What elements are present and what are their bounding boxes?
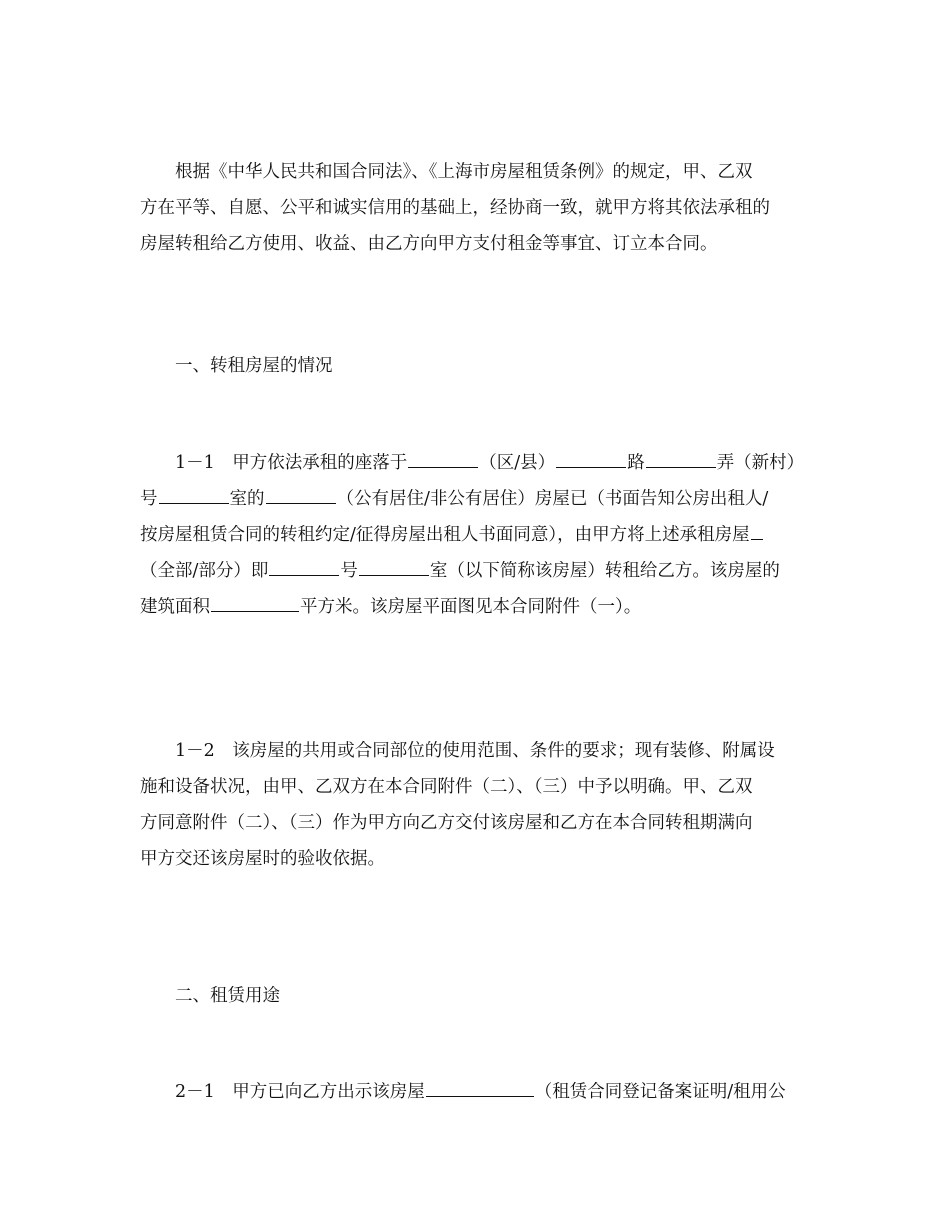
clause-2-1-line-1 — [140, 1074, 812, 1110]
intro-line-3: 房屋转租给乙方使用、收益、由乙方向甲方支付租金等事宜、订立本合同。 — [140, 234, 718, 254]
clause-1-1-seg12: 建筑面积 — [140, 597, 210, 617]
clause-1-1-seg11: 室（以下简称该房屋）转租给乙方。该房屋的 — [429, 561, 780, 581]
clause-1-2-line-2: 施和设备状况，由甲、乙双方在本合同附件（二）、（三）中予以明确。甲、乙双 — [140, 777, 753, 797]
clause-2-1 — [140, 1074, 812, 1110]
clause-1-1-seg8: 按房屋租赁合同的转租约定/征得房屋出租人书面同意），由甲方将上述承租房屋 — [140, 525, 750, 545]
road-blank — [556, 449, 626, 468]
clause-1-1-line-5 — [140, 589, 812, 625]
room-blank — [266, 485, 336, 504]
clause-1-1-seg2: （区/县） — [479, 453, 556, 473]
certificate-blank — [426, 1078, 534, 1097]
clause-1-1-seg4: 弄（新村） — [716, 453, 805, 473]
intro-paragraph — [140, 154, 812, 262]
lane-blank — [646, 449, 716, 468]
clause-1-2-line-3: 方同意附件（二）、（三）作为甲方向乙方交付该房屋和乙方在本合同转租期满向 — [140, 813, 753, 833]
clause-1-1 — [140, 445, 812, 625]
clause-1-1-seg7: （公有居住/非公有居住）房屋已（书面告知公房出租人/ — [336, 489, 769, 509]
clause-1-1-seg5: 号 — [140, 489, 158, 509]
clause-1-1-seg10: 号 — [340, 561, 358, 581]
sublet-number-blank — [269, 557, 339, 576]
clause-1-1-line-1 — [140, 445, 812, 481]
clause-2-1-seg2: （租赁合同登记备案证明/租用公 — [534, 1082, 786, 1102]
intro-line-2: 方在平等、自愿、公平和诚实信用的基础上，经协商一致，就甲方将其依法承租的 — [140, 198, 770, 218]
clause-2-1-seg1: 2－1 甲方已向乙方出示该房屋 — [175, 1082, 425, 1102]
clause-1-1-seg3: 路 — [627, 453, 645, 473]
district-blank — [408, 449, 478, 468]
clause-1-1-line-4 — [140, 553, 812, 589]
clause-1-1-seg1: 1－1 甲方依法承租的座落于 — [175, 453, 408, 473]
clause-1-2 — [140, 733, 812, 877]
scope-blank — [751, 521, 763, 540]
clause-1-1-line-2 — [140, 481, 812, 517]
clause-1-1-seg9: （全部/部分）即 — [140, 561, 269, 581]
sublet-room-blank — [359, 557, 429, 576]
section-2-heading: 二、租赁用途 — [175, 986, 280, 1006]
clause-1-1-seg6: 室的 — [229, 489, 265, 509]
clause-1-1-line-3 — [140, 517, 812, 553]
area-blank — [211, 593, 299, 612]
clause-1-2-line-1: 1－2 该房屋的共用或合同部位的使用范围、条件的要求；现有装修、附属设 — [175, 741, 775, 761]
clause-1-1-seg13: 平方米。该房屋平面图见本合同附件（一）。 — [300, 597, 642, 617]
clause-1-2-line-4: 甲方交还该房屋时的验收依据。 — [140, 849, 385, 869]
intro-line-1: 根据《中华人民共和国合同法》、《上海市房屋租赁条例》的规定，甲、乙双 — [175, 162, 753, 182]
number-blank — [159, 485, 229, 504]
section-1-heading: 一、转租房屋的情况 — [175, 356, 333, 376]
